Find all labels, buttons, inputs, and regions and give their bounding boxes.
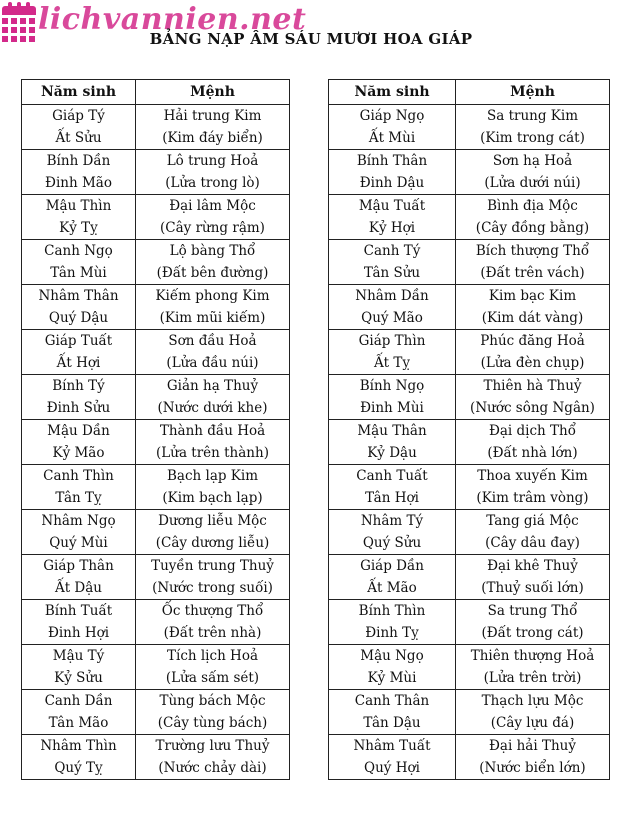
- table-row: [329, 487, 610, 510]
- table-row: [22, 487, 290, 510]
- element-cell: (Kim bạch lạp): [136, 487, 290, 510]
- table-row: [329, 352, 610, 375]
- table-row: [329, 577, 610, 600]
- element-cell: (Đất bên đường): [136, 262, 290, 285]
- birth-year-cell: Mậu Ngọ: [329, 645, 456, 668]
- element-cell: Trường lưu Thuỷ: [136, 735, 290, 758]
- birth-year-cell: Tân Dậu: [329, 712, 456, 735]
- element-cell: (Đất nhà lớn): [456, 442, 610, 465]
- birth-year-cell: Ất Sửu: [22, 127, 136, 150]
- element-cell: Bích thượng Thổ: [456, 240, 610, 263]
- element-cell: (Nước dưới khe): [136, 397, 290, 420]
- birth-year-cell: Đinh Dậu: [329, 172, 456, 195]
- table-row: [22, 105, 290, 128]
- birth-year-cell: Tân Tỵ: [22, 487, 136, 510]
- element-cell: (Cây tùng bách): [136, 712, 290, 735]
- table-row: [329, 555, 610, 578]
- element-cell: (Cây lựu đá): [456, 712, 610, 735]
- table-row: [22, 555, 290, 578]
- table-row: [329, 217, 610, 240]
- birth-year-cell: Giáp Thân: [22, 555, 136, 578]
- table-row: [22, 622, 290, 645]
- birth-year-cell: Ất Dậu: [22, 577, 136, 600]
- table-row: [329, 127, 610, 150]
- birth-year-cell: Đinh Mão: [22, 172, 136, 195]
- element-cell: Thoa xuyến Kim: [456, 465, 610, 488]
- element-cell: Phúc đăng Hoả: [456, 330, 610, 353]
- element-cell: Đại dịch Thổ: [456, 420, 610, 443]
- birth-year-cell: Tân Mão: [22, 712, 136, 735]
- birth-year-cell: Giáp Thìn: [329, 330, 456, 353]
- table-row: [22, 172, 290, 195]
- birth-year-cell: Đinh Tỵ: [329, 622, 456, 645]
- element-cell: Giản hạ Thuỷ: [136, 375, 290, 398]
- table-row: [329, 195, 610, 218]
- table-row: [22, 375, 290, 398]
- table-row: [329, 757, 610, 780]
- table-row: [22, 690, 290, 713]
- table-row: [22, 240, 290, 263]
- element-cell: (Lửa trên trời): [456, 667, 610, 690]
- birth-year-cell: Canh Thân: [329, 690, 456, 713]
- table-row: [22, 667, 290, 690]
- table-row: [329, 262, 610, 285]
- element-cell: (Nước biển lớn): [456, 757, 610, 780]
- element-cell: Bình địa Mộc: [456, 195, 610, 218]
- element-cell: Đại hải Thuỷ: [456, 735, 610, 758]
- table-row: [329, 172, 610, 195]
- birth-year-cell: Nhâm Dần: [329, 285, 456, 308]
- element-cell: Đại khê Thuỷ: [456, 555, 610, 578]
- element-cell: Đại lâm Mộc: [136, 195, 290, 218]
- birth-year-cell: Quý Sửu: [329, 532, 456, 555]
- element-cell: (Cây rừng rậm): [136, 217, 290, 240]
- element-cell: (Kim trong cát): [456, 127, 610, 150]
- birth-year-cell: Mậu Tuất: [329, 195, 456, 218]
- element-cell: Tang giá Mộc: [456, 510, 610, 533]
- element-cell: Tích lịch Hoả: [136, 645, 290, 668]
- birth-year-cell: Quý Mão: [329, 307, 456, 330]
- birth-year-cell: Mậu Thìn: [22, 195, 136, 218]
- birth-year-cell: Quý Mùi: [22, 532, 136, 555]
- element-cell: Ốc thượng Thổ: [136, 600, 290, 623]
- birth-year-cell: Tân Sửu: [329, 262, 456, 285]
- birth-year-cell: Kỷ Hợi: [329, 217, 456, 240]
- table-row: [22, 510, 290, 533]
- table-row: [329, 622, 610, 645]
- right-table: [328, 79, 610, 780]
- birth-year-cell: Giáp Dần: [329, 555, 456, 578]
- birth-year-cell: Giáp Tý: [22, 105, 136, 128]
- table-row: [22, 757, 290, 780]
- page-title: BẢNG NẠP ÂM SÁU MƯƠI HOA GIÁP: [149, 30, 473, 48]
- birth-year-cell: Bính Thân: [329, 150, 456, 173]
- table-row: [22, 397, 290, 420]
- element-cell: Thiên hà Thuỷ: [456, 375, 610, 398]
- table-row: [329, 532, 610, 555]
- element-cell: Bạch lạp Kim: [136, 465, 290, 488]
- birth-year-cell: Bính Thìn: [329, 600, 456, 623]
- table-row: [22, 712, 290, 735]
- element-cell: Sơn hạ Hoả: [456, 150, 610, 173]
- birth-year-cell: Kỷ Sửu: [22, 667, 136, 690]
- table-row: [329, 667, 610, 690]
- table-row: [329, 105, 610, 128]
- element-cell: (Lửa trong lò): [136, 172, 290, 195]
- element-cell: (Đất trên nhà): [136, 622, 290, 645]
- birth-year-cell: Đinh Hợi: [22, 622, 136, 645]
- table-row: [22, 217, 290, 240]
- table-row: [22, 465, 290, 488]
- table-row: [22, 577, 290, 600]
- element-cell: (Thuỷ suối lớn): [456, 577, 610, 600]
- birth-year-cell: Kỷ Mùi: [329, 667, 456, 690]
- element-cell: Thành đầu Hoả: [136, 420, 290, 443]
- element-cell: (Kim dát vàng): [456, 307, 610, 330]
- birth-year-cell: Giáp Ngọ: [329, 105, 456, 128]
- element-cell: (Nước chảy dài): [136, 757, 290, 780]
- element-cell: (Nước sông Ngân): [456, 397, 610, 420]
- table-row: [329, 510, 610, 533]
- birth-year-cell: Nhâm Tuất: [329, 735, 456, 758]
- table-row: [329, 690, 610, 713]
- table-row: [22, 645, 290, 668]
- birth-year-cell: Ất Mùi: [329, 127, 456, 150]
- birth-year-cell: Canh Thìn: [22, 465, 136, 488]
- table-row: [329, 465, 610, 488]
- birth-year-cell: Nhâm Ngọ: [22, 510, 136, 533]
- element-cell: (Đất trong cát): [456, 622, 610, 645]
- element-cell: Hải trung Kim: [136, 105, 290, 128]
- site-name: lichvannien.net: [38, 2, 307, 37]
- element-cell: (Lửa sấm sét): [136, 667, 290, 690]
- header-element: Mệnh: [136, 80, 290, 105]
- birth-year-cell: Ất Mão: [329, 577, 456, 600]
- table-row: [22, 352, 290, 375]
- table-row: [329, 397, 610, 420]
- birth-year-cell: Bính Ngọ: [329, 375, 456, 398]
- element-cell: (Nước trong suối): [136, 577, 290, 600]
- element-cell: Tùng bách Mộc: [136, 690, 290, 713]
- element-cell: (Cây dâu đay): [456, 532, 610, 555]
- table-row: [22, 195, 290, 218]
- table-row: [22, 532, 290, 555]
- table-row: [22, 150, 290, 173]
- element-cell: Thiên thượng Hoả: [456, 645, 610, 668]
- birth-year-cell: Đinh Mùi: [329, 397, 456, 420]
- birth-year-cell: Nhâm Thân: [22, 285, 136, 308]
- birth-year-cell: Kỷ Mão: [22, 442, 136, 465]
- table-header-row: [22, 80, 290, 105]
- table-row: [329, 420, 610, 443]
- element-cell: (Đất trên vách): [456, 262, 610, 285]
- table-row: [22, 420, 290, 443]
- element-cell: Lô trung Hoả: [136, 150, 290, 173]
- birth-year-cell: Quý Hợi: [329, 757, 456, 780]
- element-cell: Sơn đầu Hoả: [136, 330, 290, 353]
- birth-year-cell: Đinh Sửu: [22, 397, 136, 420]
- table-row: [22, 127, 290, 150]
- element-cell: (Kim đáy biển): [136, 127, 290, 150]
- birth-year-cell: Bính Tuất: [22, 600, 136, 623]
- table-row: [329, 712, 610, 735]
- table-row: [329, 442, 610, 465]
- element-cell: Lộ bàng Thổ: [136, 240, 290, 263]
- element-cell: (Cây dương liễu): [136, 532, 290, 555]
- birth-year-cell: Bính Dần: [22, 150, 136, 173]
- element-cell: (Cây đồng bằng): [456, 217, 610, 240]
- birth-year-cell: Giáp Tuất: [22, 330, 136, 353]
- left-table: [21, 79, 290, 780]
- birth-year-cell: Canh Tý: [329, 240, 456, 263]
- table-row: [22, 600, 290, 623]
- element-cell: (Lửa trên thành): [136, 442, 290, 465]
- birth-year-cell: Canh Ngọ: [22, 240, 136, 263]
- birth-year-cell: Kỷ Dậu: [329, 442, 456, 465]
- element-cell: Kim bạc Kim: [456, 285, 610, 308]
- header-birth-year: Năm sinh: [329, 80, 456, 105]
- element-cell: Sa trung Kim: [456, 105, 610, 128]
- header-birth-year: Năm sinh: [22, 80, 136, 105]
- element-cell: Dương liễu Mộc: [136, 510, 290, 533]
- element-cell: (Lửa đầu núi): [136, 352, 290, 375]
- birth-year-cell: Nhâm Thìn: [22, 735, 136, 758]
- birth-year-cell: Tân Mùi: [22, 262, 136, 285]
- birth-year-cell: Bính Tý: [22, 375, 136, 398]
- birth-year-cell: Mậu Dần: [22, 420, 136, 443]
- table-row: [22, 285, 290, 308]
- element-cell: (Kim mũi kiếm): [136, 307, 290, 330]
- element-cell: Sa trung Thổ: [456, 600, 610, 623]
- table-row: [329, 375, 610, 398]
- table-row: [22, 307, 290, 330]
- birth-year-cell: Canh Dần: [22, 690, 136, 713]
- table-header-row: [329, 80, 610, 105]
- birth-year-cell: Canh Tuất: [329, 465, 456, 488]
- birth-year-cell: Quý Tỵ: [22, 757, 136, 780]
- birth-year-cell: Quý Dậu: [22, 307, 136, 330]
- table-row: [329, 240, 610, 263]
- table-row: [329, 600, 610, 623]
- table-row: [329, 150, 610, 173]
- table-row: [329, 285, 610, 308]
- element-cell: (Lửa đèn chụp): [456, 352, 610, 375]
- table-row: [329, 735, 610, 758]
- element-cell: (Lửa dưới núi): [456, 172, 610, 195]
- table-row: [329, 307, 610, 330]
- header-element: Mệnh: [456, 80, 610, 105]
- element-cell: Tuyền trung Thuỷ: [136, 555, 290, 578]
- birth-year-cell: Mậu Thân: [329, 420, 456, 443]
- table-row: [329, 330, 610, 353]
- table-row: [22, 330, 290, 353]
- birth-year-cell: Tân Hợi: [329, 487, 456, 510]
- table-row: [22, 262, 290, 285]
- birth-year-cell: Ất Hợi: [22, 352, 136, 375]
- birth-year-cell: Nhâm Tý: [329, 510, 456, 533]
- table-row: [22, 735, 290, 758]
- table-row: [329, 645, 610, 668]
- birth-year-cell: Kỷ Tỵ: [22, 217, 136, 240]
- element-cell: (Kim trâm vòng): [456, 487, 610, 510]
- element-cell: Thạch lựu Mộc: [456, 690, 610, 713]
- element-cell: Kiếm phong Kim: [136, 285, 290, 308]
- table-row: [22, 442, 290, 465]
- birth-year-cell: Ất Tỵ: [329, 352, 456, 375]
- birth-year-cell: Mậu Tý: [22, 645, 136, 668]
